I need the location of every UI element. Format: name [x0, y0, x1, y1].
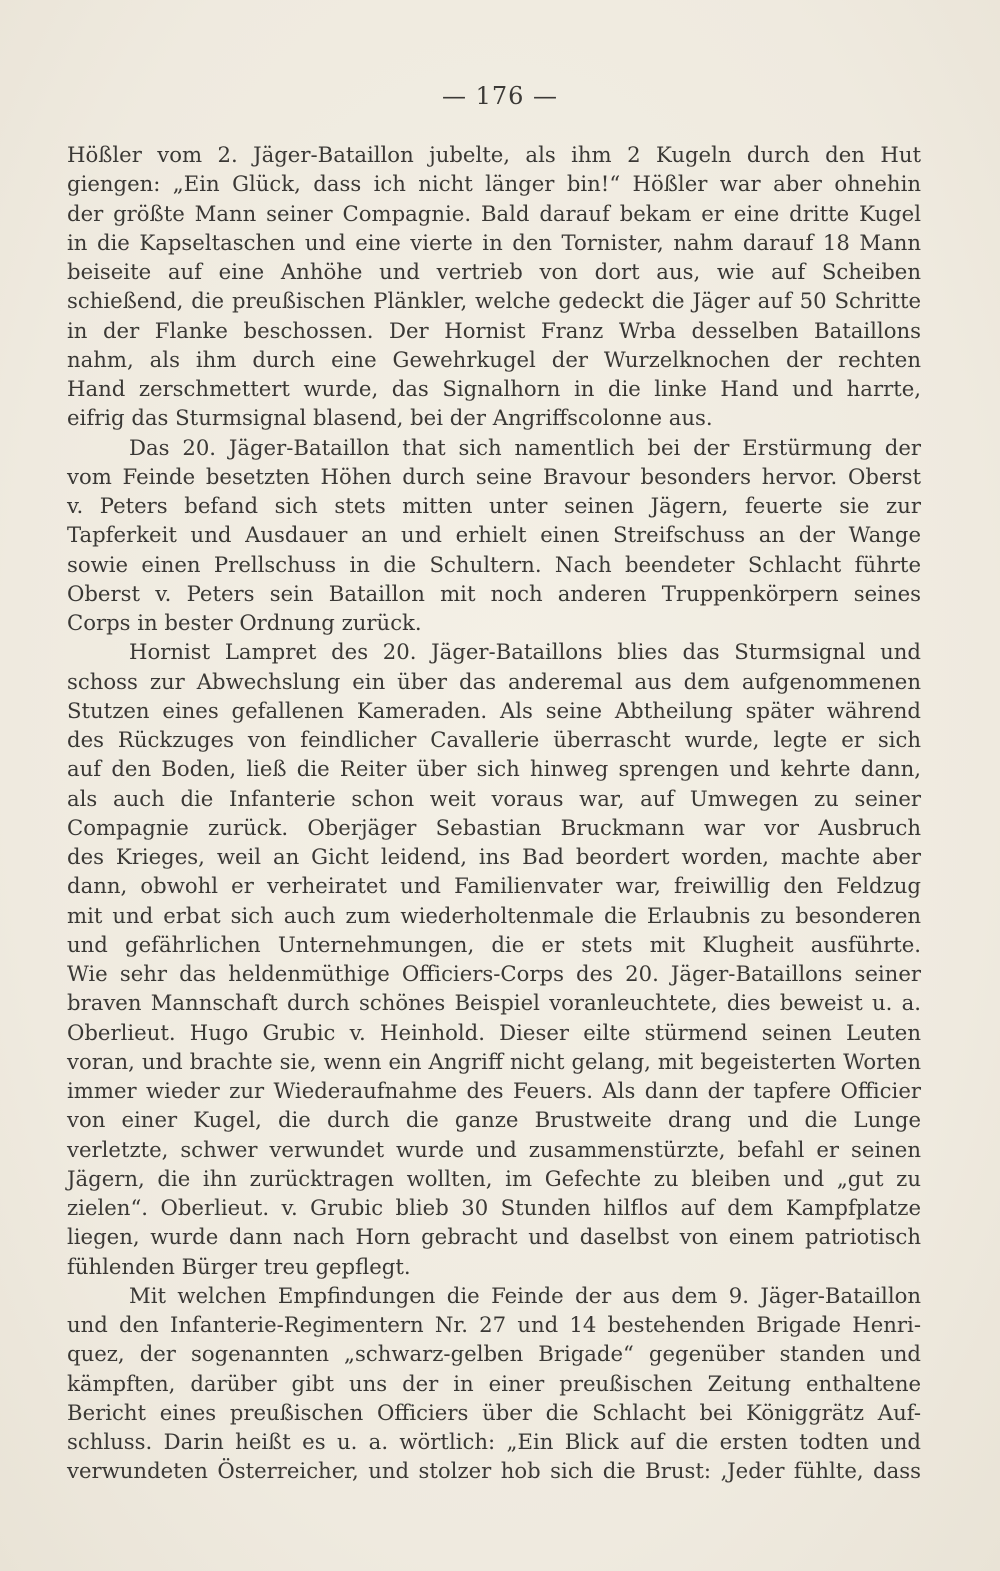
text-line: mit und erbat sich auch zum wiederholtenmale die Erlaubnis zu besonderen [67, 902, 921, 928]
text-line: als auch die Infanterie schon weit voraus war, auf Umwegen zu seiner [67, 785, 921, 811]
text-line: braven Mannschaft durch schönes Beispiel voranleuchtete, dies beweist u. a. [67, 990, 921, 1016]
text-line: in die Kapseltaschen und eine vierte in den Tornister, nahm darauf 18 Mann [67, 229, 921, 255]
text-line: dann, obwohl er verheiratet und Familienvater war, freiwillig den Feldzug [67, 873, 921, 899]
page-number: — 176 — [441, 82, 559, 110]
text-line: der größte Mann seiner Compagnie. Bald darauf bekam er eine dritte Kugel [67, 200, 921, 226]
text-line: liegen, wurde dann nach Horn gebracht und daselbst von einem patriotisch [67, 1224, 921, 1250]
text-line: schoss zur Abwechslung ein über das anderemal aus dem aufgenommenen [67, 668, 921, 694]
text-line: Mit welchen Empfindungen die Feinde der aus dem 9. Jäger-Bataillon [129, 1282, 921, 1308]
text-line: kämpften, darüber gibt uns der in einer preußischen Zeitung enthaltene [67, 1370, 921, 1396]
text-line: v. Peters befand sich stets mitten unter seinen Jägern, feuerte sie zur [67, 493, 921, 518]
text-line: quez, der sogenannten „schwarz-gelben Brigade“ gegenüber standen und [67, 1341, 921, 1367]
text-line: Wie sehr das heldenmüthige Officiers-Corps des 20. Jäger-Bataillons seiner [67, 961, 921, 986]
text-line: Bericht eines preußischen Officiers über die Schlacht bei Königgrätz Auf- [67, 1399, 921, 1425]
text-line: des Rückzuges von feindlicher Cavallerie überrascht wurde, legte er sich [67, 727, 921, 752]
text-line: und gefährlichen Unternehmungen, die er stets mit Klugheit ausführte. [67, 931, 921, 957]
text-line: Corps in bester Ordnung zurück. [67, 610, 422, 635]
text-line: Compagnie zurück. Oberjäger Sebastian Bruckmann war vor Ausbruch [67, 814, 921, 840]
body-text [67, 140, 921, 1486]
text-line: voran, und brachte sie, wenn ein Angriff nicht gelang, mit begeisterten Worten [67, 1048, 921, 1074]
text-line: Tapferkeit und Ausdauer an und erhielt einen Streifschuss an der Wange [67, 522, 921, 548]
text-line: vom Feinde besetzten Höhen durch seine Bravour besonders hervor. Oberst [67, 463, 921, 489]
text-line: eifrig das Sturmsignal blasend, bei der Angriffscolonne aus. [67, 405, 713, 431]
text-line: Oberst v. Peters sein Bataillon mit noch anderen Truppenkörpern seines [67, 580, 921, 606]
text-line: schluss. Darin heißt es u. a. wörtlich: „Ein Blick auf die ersten todten und [67, 1429, 921, 1454]
text-line: Hornist Lampret des 20. Jäger-Bataillons blies das Sturmsignal und [129, 639, 921, 665]
text-line: zielen“. Oberlieut. v. Grubic blieb 30 Stunden hilflos auf dem Kampfplatze [67, 1195, 921, 1220]
text-line: beiseite auf eine Anhöhe und vertrieb von dort aus, wie auf Scheiben [67, 259, 921, 284]
text-line: immer wieder zur Wiederaufnahme des Feuers. Als dann der tapfere Officier [67, 1078, 921, 1103]
text-line: Oberlieut. Hugo Grubic v. Heinhold. Dieser eilte stürmend seinen Leuten [67, 1019, 921, 1045]
text-line: verletzte, schwer verwundet wurde und zusammenstürzte, befahl er seinen [67, 1136, 921, 1162]
text-line: Stutzen eines gefallenen Kameraden. Als seine Abtheilung später während [67, 697, 921, 723]
text-line: Das 20. Jäger-Bataillon that sich namentlich bei der Erstürmung der [129, 434, 921, 460]
text-line: von einer Kugel, die durch die ganze Brustweite drang und die Lunge [67, 1107, 921, 1133]
text-line: fühlenden Bürger treu gepflegt. [67, 1253, 411, 1279]
text-line: des Krieges, weil an Gicht leidend, ins Bad beordert worden, machte aber [67, 844, 921, 869]
text-line: Hößler vom 2. Jäger-Bataillon jubelte, als ihm 2 Kugeln durch den Hut [67, 142, 921, 167]
text-line: sowie einen Prellschuss in die Schultern. Nach beendeter Schlacht führte [67, 551, 921, 577]
text-line: und den Infanterie-Regimentern Nr. 27 und 14 bestehenden Brigade Henri- [67, 1312, 921, 1337]
text-line: Jägern, die ihn zurücktragen wollten, im Gefechte zu bleiben und „gut zu [67, 1165, 921, 1191]
text-line: schießend, die preußischen Plänkler, welche gedeckt die Jäger auf 50 Schritte [67, 288, 921, 314]
text-line: auf den Boden, ließ die Reiter über sich hinweg sprengen und kehrte dann, [67, 756, 921, 782]
text-line: in der Flanke beschossen. Der Hornist Franz Wrba desselben Bataillons [67, 317, 921, 343]
text-line: verwundeten Österreicher, und stolzer hob sich die Brust: ‚Jeder fühlte, dass [67, 1458, 921, 1484]
text-line: nahm, als ihm durch eine Gewehrkugel der Wurzelknochen der rechten [67, 346, 921, 372]
text-line: Hand zerschmettert wurde, das Signalhorn in die linke Hand und harrte, [67, 376, 921, 401]
text-line: giengen: „Ein Glück, dass ich nicht länger bin!“ Hößler war aber ohnehin [67, 171, 921, 197]
